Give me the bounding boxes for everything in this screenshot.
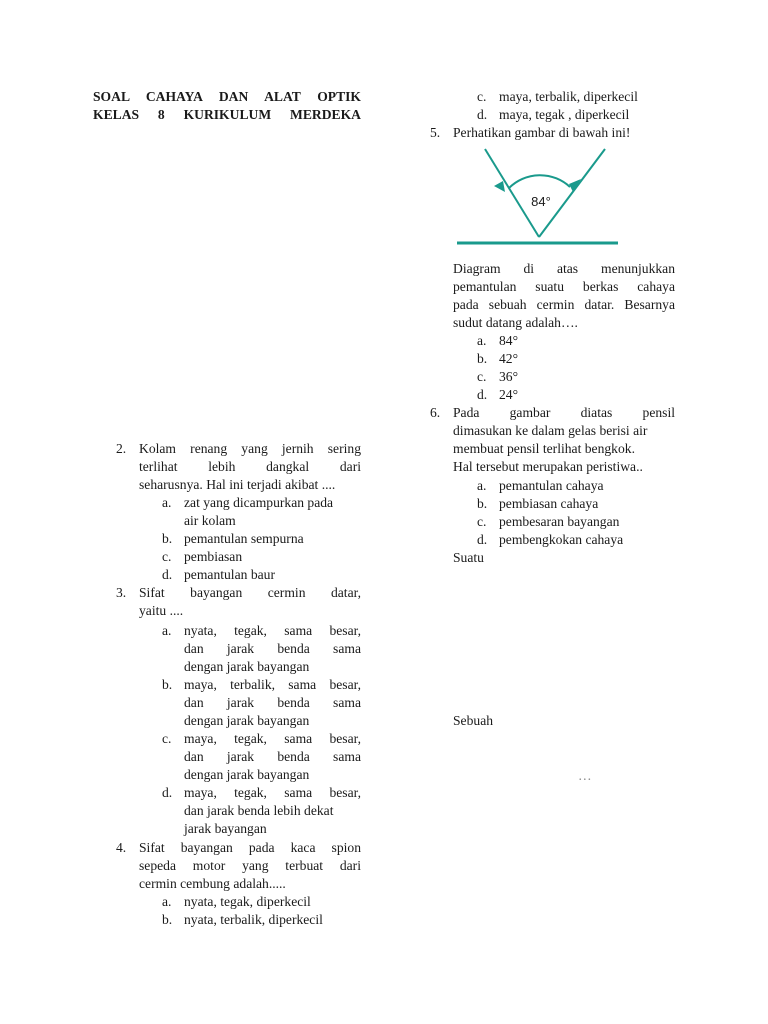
question-line: pada sebuah cermin datar. Besarnya	[453, 297, 675, 312]
option-letter: a.	[477, 478, 487, 493]
question-text	[139, 584, 361, 620]
option-text: maya, tegak , diperkecil	[499, 107, 630, 122]
option-text: nyata, terbalik, diperkecil	[184, 912, 323, 927]
option-letter: c.	[477, 514, 487, 529]
option-text: dengan jarak bayangan	[184, 713, 310, 728]
title-line-1: SOAL CAHAYA DAN ALAT OPTIK	[93, 89, 361, 104]
question-line: membuat pensil terlihat bengkok.	[453, 441, 635, 456]
document-title	[93, 88, 361, 124]
option-text: maya, terbalik, diperkecil	[499, 89, 638, 104]
option-letter: a.	[162, 894, 172, 909]
question-number: 4.	[116, 840, 127, 855]
fragment-ellipsis: …	[578, 768, 592, 783]
question-line: Sifat bayangan cermin datar,	[139, 585, 361, 600]
question-number: 3.	[116, 585, 127, 600]
question-number: 6.	[430, 405, 441, 420]
option-text: dan jarak benda sama	[184, 641, 361, 656]
option-letter: b.	[477, 351, 488, 366]
option-letter: d.	[477, 532, 488, 547]
question-line: terlihat lebih dangkal dari	[139, 459, 361, 474]
question-line: Sifat bayangan pada kaca spion	[139, 840, 361, 855]
option-text: maya, tegak, sama besar,	[184, 731, 361, 746]
question-text	[453, 260, 675, 332]
question-line: Pada gambar diatas pensil	[453, 405, 675, 420]
option-text: pemantulan baur	[184, 567, 275, 582]
incident-arrowhead	[494, 181, 505, 192]
option-text: maya, tegak, sama besar,	[184, 785, 361, 800]
question-line: sudut datang adalah….	[453, 315, 578, 330]
option-text: 84°	[499, 333, 519, 348]
option-letter: b.	[162, 677, 173, 692]
incident-ray	[485, 149, 539, 237]
option-letter: d.	[477, 387, 488, 402]
question-line: pemantulan suatu berkas cahaya	[453, 279, 675, 294]
option-text: 36°	[499, 369, 519, 384]
option-letter: c.	[477, 89, 487, 104]
option-text: pembiasan cahaya	[499, 496, 599, 511]
question-prompt: Perhatikan gambar di bawah ini!	[453, 125, 631, 140]
question-line: seharusnya. Hal ini terjadi akibat ....	[139, 477, 336, 492]
question-text	[139, 839, 361, 893]
option-text: dan jarak benda sama	[184, 749, 361, 764]
option-letter: b.	[162, 912, 173, 927]
question-text	[453, 404, 675, 476]
option-text: dan jarak benda lebih dekat	[184, 803, 334, 818]
question-line: Kolam renang yang jernih sering	[139, 441, 361, 456]
option-text: dengan jarak bayangan	[184, 767, 310, 782]
option-text: pemantulan cahaya	[499, 478, 604, 493]
option-letter: a.	[162, 495, 172, 510]
question-line: sepeda motor yang terbuat dari	[139, 858, 361, 873]
option-text: pembiasan	[184, 549, 243, 564]
option-text: 24°	[499, 387, 519, 402]
option-text: maya, terbalik, sama besar,	[184, 677, 361, 692]
fragment-suatu: Suatu	[453, 550, 484, 565]
option-text: jarak bayangan	[184, 821, 267, 836]
option-letter: d.	[477, 107, 488, 122]
option-letter: d.	[162, 567, 173, 582]
question-number: 2.	[116, 441, 127, 456]
option-letter: d.	[162, 785, 173, 800]
question-line: cermin cembung adalah.....	[139, 876, 286, 891]
option-text: nyata, tegak, sama besar,	[184, 623, 361, 638]
fragment-sebuah: Sebuah	[453, 713, 494, 728]
option-text: dan jarak benda sama	[184, 695, 361, 710]
option-text: zat yang dicampurkan pada	[184, 495, 334, 510]
reflection-diagram	[455, 144, 620, 248]
option-letter: b.	[162, 531, 173, 546]
option-text: nyata, tegak, diperkecil	[184, 894, 311, 909]
question-number: 5.	[430, 125, 441, 140]
title-line-2: KELAS 8 KURIKULUM MERDEKA	[93, 107, 361, 122]
option-letter: c.	[162, 549, 172, 564]
question-line: yaitu ....	[139, 603, 184, 618]
option-text: dengan jarak bayangan	[184, 659, 310, 674]
option-letter: c.	[162, 731, 172, 746]
question-text	[139, 440, 361, 494]
option-text: pemantulan sempurna	[184, 531, 304, 546]
option-letter: a.	[477, 333, 487, 348]
option-text: 42°	[499, 351, 519, 366]
angle-arc	[509, 175, 570, 188]
angle-label: 84°	[531, 194, 551, 209]
question-line: Diagram di atas menunjukkan	[453, 261, 675, 276]
option-letter: c.	[477, 369, 487, 384]
question-line: Hal tersebut merupakan peristiwa..	[453, 459, 643, 474]
reflected-ray	[539, 149, 605, 237]
option-letter: a.	[162, 623, 172, 638]
question-line: dimasukan ke dalam gelas berisi air	[453, 423, 648, 438]
option-text: air kolam	[184, 513, 236, 528]
option-text: pembesaran bayangan	[499, 514, 620, 529]
option-letter: b.	[477, 496, 488, 511]
option-text: pembengkokan cahaya	[499, 532, 624, 547]
